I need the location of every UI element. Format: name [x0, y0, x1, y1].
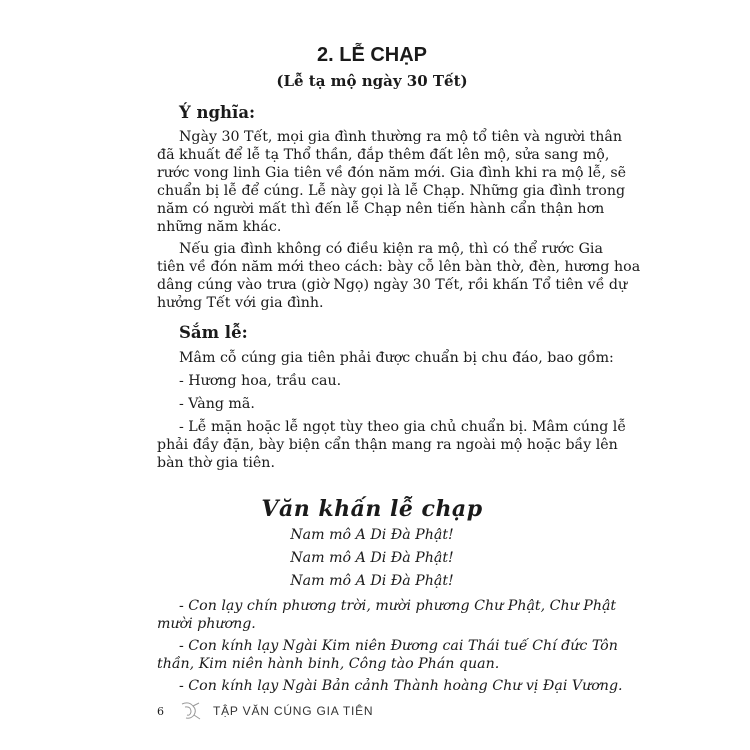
- page-subtitle: (Lễ tạ mộ ngày 30 Tết): [276, 72, 468, 90]
- section-meaning: [157, 102, 641, 312]
- text-line: đã khuất để lễ tạ Thổ thần, đắp thêm đất lên mộ, sửa sang mộ,: [157, 147, 610, 163]
- paragraph: [157, 128, 627, 236]
- paragraph: [157, 240, 641, 312]
- text-line: - Hương hoa, trầu cau.: [179, 373, 342, 389]
- paragraph: [157, 372, 587, 390]
- text-line: - Lễ mặn hoặc lễ ngọt tùy theo gia chủ chuẩn bị. Mâm cúng lễ: [179, 419, 627, 435]
- text-line: hưởng Tết với gia đình.: [157, 295, 324, 311]
- invocation: Nam mô A Di Đà Phật!: [290, 527, 454, 543]
- dragon-ornament-icon: [179, 700, 203, 722]
- text-line: tiên về đón năm mới theo cách: bày cỗ lên bàn thờ, đèn, hương hoa: [157, 259, 641, 275]
- paragraph: [157, 597, 617, 633]
- section-offerings: [157, 322, 627, 472]
- paragraph: [157, 418, 627, 472]
- text-line: - Con kính lạy Ngài Kim niên Đương cai Thái tuế Chí đức Tôn: [179, 638, 618, 654]
- text-line: phải đầy đặn, bày biện cẩn thận mang ra ngoài mộ hoặc bầy lên: [157, 437, 618, 453]
- paragraph: [157, 677, 623, 695]
- text-line: rước vong linh Gia tiên về đón năm mới. Gia đình khi ra mộ lễ, sẽ: [157, 165, 627, 181]
- section-heading: Sắm lễ:: [179, 323, 248, 342]
- text-line: Ngày 30 Tết, mọi gia đình thường ra mộ tổ tiên và người thân: [179, 129, 623, 145]
- text-line: dâng cúng vào trưa (giờ Ngọ) ngày 30 Tết, rồi khấn Tổ tiên về dự: [157, 277, 628, 293]
- text-line: Nếu gia đình không có điều kiện ra mộ, thì có thể rước Gia: [179, 241, 603, 257]
- section-heading: Ý nghĩa:: [179, 103, 256, 122]
- paragraph: [157, 349, 614, 367]
- text-line: Mâm cỗ cúng gia tiên phải được chuẩn bị chu đáo, bao gồm:: [179, 350, 614, 366]
- prayer-heading: Văn khấn lễ chạp: [261, 496, 483, 522]
- paragraph: [157, 637, 618, 673]
- text-line: năm có người mất thì đến lễ Chạp nên tiến hành cẩn thận hơn: [157, 201, 605, 217]
- text-line: - Vàng mã.: [179, 396, 255, 412]
- page-footer: [157, 700, 373, 722]
- paragraph: [157, 395, 587, 413]
- text-line: bàn thờ gia tiên.: [157, 455, 275, 471]
- book-title: TẬP VĂN CÚNG GIA TIÊN: [213, 704, 374, 718]
- page-number: 6: [157, 704, 164, 718]
- document-page: [157, 42, 641, 695]
- invocation: Nam mô A Di Đà Phật!: [290, 550, 454, 566]
- text-line: mười phương.: [157, 616, 256, 632]
- section-prayer: [157, 494, 623, 695]
- text-line: những năm khác.: [157, 219, 282, 235]
- text-line: - Con lạy chín phương trời, mười phương Chư Phật, Chư Phật: [179, 598, 617, 614]
- text-line: - Con kính lạy Ngài Bản cảnh Thành hoàng Chư vị Đại Vương.: [179, 678, 623, 694]
- page-title: 2. LỄ CHẠP: [316, 44, 428, 66]
- invocation: Nam mô A Di Đà Phật!: [290, 573, 454, 589]
- text-line: chuẩn bị lễ để cúng. Lễ này gọi là lễ Chạp. Những gia đình trong: [157, 183, 626, 199]
- text-line: thần, Kim niên hành binh, Công tào Phán quan.: [157, 656, 500, 672]
